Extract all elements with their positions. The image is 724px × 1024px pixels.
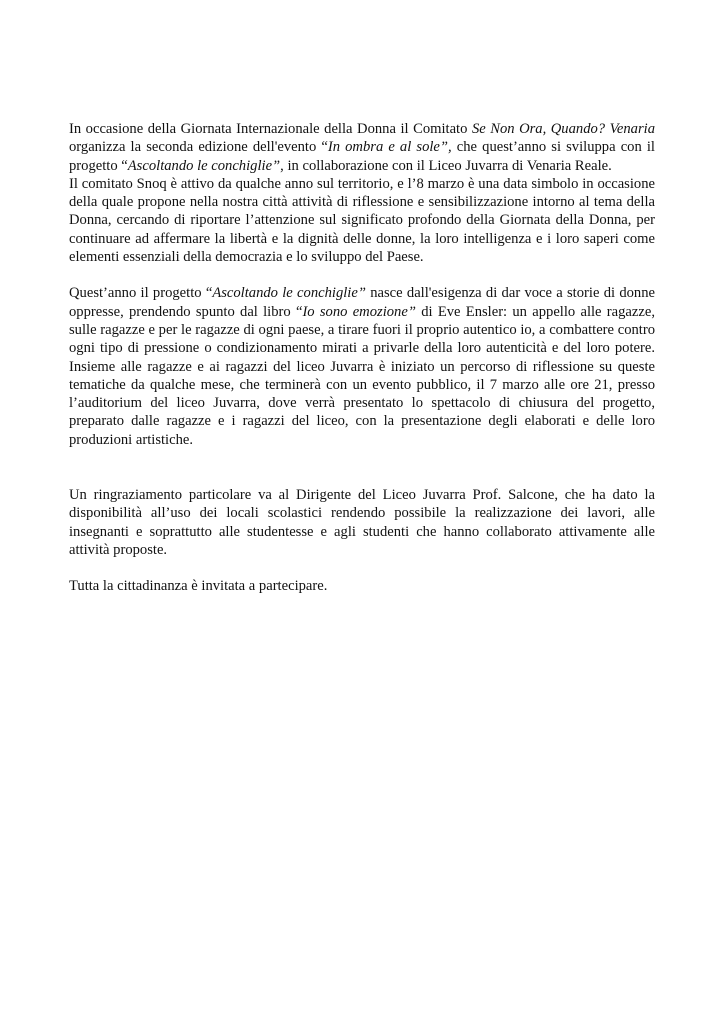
project-text: Quest’anno il progetto “ bbox=[69, 285, 213, 302]
intro-text: che quest’anno si sviluppa con il progetto “ bbox=[69, 139, 655, 174]
project-text: di Eve Ensler: un appello alle ragazze, sulle ragazze e per le ragazze di ogni paese, a tirare fuori il proprio autentico io, a combattere contro ogni tipo di pressione o condizionamento mirati a privarle della loro autenticità e del loro potere. Insieme alle ragazze e ai ragazzi del liceo Juvarra è iniziato un percorso di riflessione su queste tematiche da qualche mese, che terminerà con un evento pubblico, il 7 marzo alle ore 21, presso l’auditorium del liceo Juvarra, dove verrà presentato lo spettacolo di chiusura del progetto, preparato dalle ragazze e i ragazzi del liceo, con la presentazione degli elaborati e delle loro produzioni artistiche. bbox=[69, 303, 655, 448]
project-text: nasce dall'esigenza di dar voce a storie di donne oppresse, prendendo spunto dal libro “ bbox=[69, 285, 655, 320]
intro-text: In occasione della Giornata Internazionale della Donna il Comitato bbox=[69, 121, 472, 137]
project-name: Ascoltando le conchiglie” bbox=[127, 157, 281, 174]
thanks-paragraph: Un ringraziamento particolare va al Dirigente del Liceo Juvarra Prof. Salcone, che ha dato la disponibilità all’uso dei locali scolastici rendendo possibile la realizzazione dei lavori, alle insegnanti e soprattutto alle studentesse e agli studenti che hanno collaborato attivamente alle attività proposte. bbox=[69, 487, 655, 558]
project-name: Ascoltando le conchiglie” bbox=[212, 285, 366, 302]
committee-paragraph: Il comitato Snoq è attivo da qualche anno sul territorio, e l’8 marzo è una data simbolo in occasione della quale propone nella nostra città attività di riflessione e sensibilizzazione intorno al tema della Donna, cercando di riportare l’attenzione sul significato profondo della Giornata della Donna, per continuare ad affermare la libertà e la dignità delle donne, la loro intelligenza e i loro saperi come elementi essenziali della democrazia e lo sviluppo del Paese. bbox=[69, 175, 655, 266]
document-body bbox=[69, 120, 655, 596]
invitation-paragraph: Tutta la cittadinanza è invitata a partecipare. bbox=[69, 578, 328, 595]
committee-name: Se Non Ora, Quando? Venaria bbox=[471, 121, 655, 137]
event-name: In ombra e al sole”, bbox=[327, 139, 452, 156]
intro-text: organizza la seconda edizione dell'evento “ bbox=[69, 139, 328, 156]
project-paragraph bbox=[69, 284, 655, 449]
intro-text: , in collaborazione con il Liceo Juvarra di Venaria Reale. bbox=[280, 157, 612, 174]
intro-paragraph bbox=[69, 120, 655, 175]
book-title: Io sono emozione” bbox=[302, 303, 416, 320]
